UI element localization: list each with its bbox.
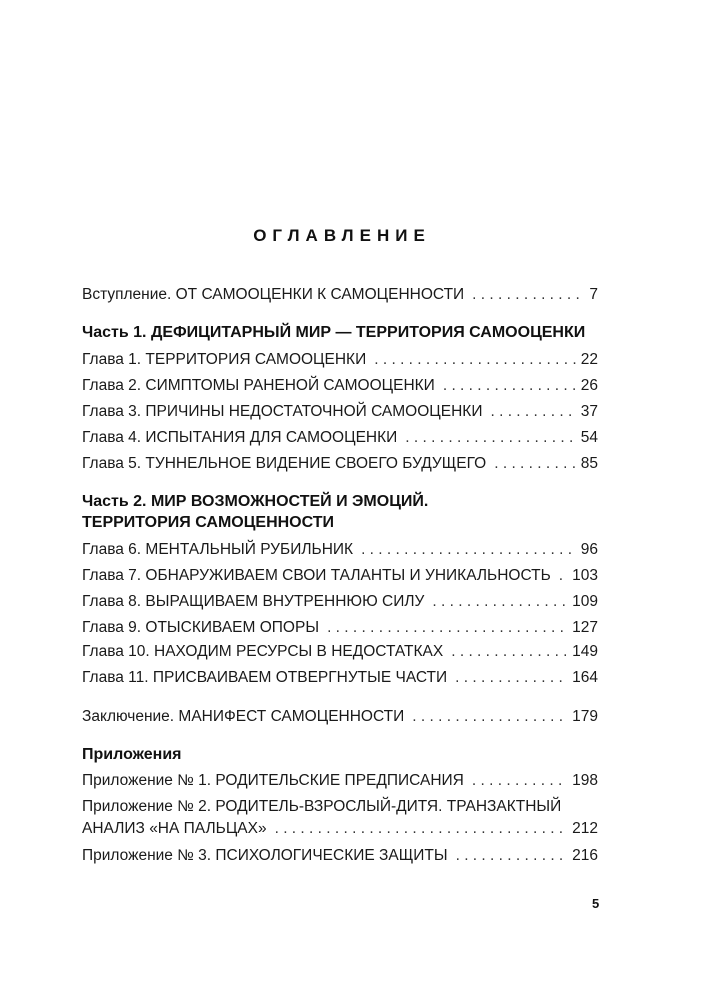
dot-leader	[405, 428, 576, 448]
entry-page: 7	[589, 286, 598, 303]
entry-label: Приложение № 3. ПСИХОЛОГИЧЕСКИЕ ЗАЩИТЫ	[82, 847, 448, 864]
toc-entry-intro[interactable]	[82, 285, 598, 305]
entry-page: 149	[572, 643, 598, 660]
toc-entry-chapter-10[interactable]	[82, 642, 598, 662]
part-1-heading: Часть 1. ДЕФИЦИТАРНЫЙ МИР — ТЕРРИТОРИЯ САМООЦЕНКИ	[82, 324, 586, 341]
dot-leader	[432, 592, 568, 612]
entry-label: Приложение № 1. РОДИТЕЛЬСКИЕ ПРЕДПИСАНИЯ	[82, 772, 464, 789]
toc-entry-appendix-2[interactable]	[82, 819, 598, 839]
dot-leader	[361, 540, 577, 560]
dot-leader	[456, 846, 569, 866]
dot-leader	[490, 402, 576, 422]
appendix-2-label-line-1: Приложение № 2. РОДИТЕЛЬ-ВЗРОСЛЫЙ-ДИТЯ. ТРАНЗАКТНЫЙ	[82, 798, 562, 815]
toc-entry-chapter-1[interactable]	[82, 350, 598, 370]
entry-page: 103	[572, 567, 598, 584]
entry-page: 26	[580, 377, 598, 394]
entry-label: Глава 7. ОБНАРУЖИВАЕМ СВОИ ТАЛАНТЫ И УНИКАЛЬНОСТЬ	[82, 567, 551, 584]
entry-page: 96	[580, 541, 598, 558]
dot-leader	[455, 668, 568, 688]
entry-page: 109	[572, 593, 598, 610]
dot-leader	[374, 350, 577, 370]
toc-entry-chapter-8[interactable]	[82, 592, 598, 612]
entry-page: 22	[580, 351, 598, 368]
toc-entry-chapter-6[interactable]	[82, 540, 598, 560]
dot-leader	[472, 771, 568, 791]
entry-page: 212	[572, 820, 598, 837]
appendices-heading: Приложения	[82, 746, 182, 763]
entry-page: 85	[580, 455, 598, 472]
dot-leader	[451, 642, 568, 662]
entry-label: Глава 2. СИМПТОМЫ РАНЕНОЙ САМООЦЕНКИ	[82, 377, 435, 394]
entry-page: 127	[572, 619, 598, 636]
dot-leader	[327, 618, 568, 638]
toc-entry-chapter-3[interactable]	[82, 402, 598, 422]
dot-leader	[472, 285, 585, 305]
entry-page: 198	[572, 772, 598, 789]
toc-entry-chapter-2[interactable]	[82, 376, 598, 396]
entry-label: Глава 4. ИСПЫТАНИЯ ДЛЯ САМООЦЕНКИ	[82, 429, 398, 446]
dot-leader	[559, 566, 568, 586]
toc-entry-chapter-4[interactable]	[82, 428, 598, 448]
entry-label: Глава 3. ПРИЧИНЫ НЕДОСТАТОЧНОЙ САМООЦЕНКИ	[82, 403, 483, 420]
entry-label: Глава 8. ВЫРАЩИВАЕМ ВНУТРЕННЮЮ СИЛУ	[82, 593, 425, 610]
entry-label: Глава 10. НАХОДИМ РЕСУРСЫ В НЕДОСТАТКАХ	[82, 643, 444, 660]
entry-page: 37	[580, 403, 598, 420]
toc-entry-chapter-7[interactable]	[82, 566, 598, 586]
entry-label: Глава 5. ТУННЕЛЬНОЕ ВИДЕНИЕ СВОЕГО БУДУЩЕГО	[82, 455, 487, 472]
dot-leader	[275, 819, 569, 839]
dot-leader	[443, 376, 577, 396]
toc-entry-chapter-9[interactable]	[82, 618, 598, 638]
entry-label: Заключение. МАНИФЕСТ САМОЦЕННОСТИ	[82, 708, 405, 725]
part-2-heading-line-1: Часть 2. МИР ВОЗМОЖНОСТЕЙ И ЭМОЦИЙ.	[82, 493, 429, 510]
toc-entry-conclusion[interactable]	[82, 707, 598, 727]
dot-leader	[494, 454, 577, 474]
entry-label: Глава 9. ОТЫСКИВАЕМ ОПОРЫ	[82, 619, 320, 636]
part-2-heading-line-2: ТЕРРИТОРИЯ САМОЦЕННОСТИ	[82, 514, 335, 531]
toc-entry-appendix-3[interactable]	[82, 846, 598, 866]
toc-entry-chapter-5[interactable]	[82, 454, 598, 474]
dot-leader	[412, 707, 568, 727]
entry-label: Глава 1. ТЕРРИТОРИЯ САМООЦЕНКИ	[82, 351, 367, 368]
entry-label: АНАЛИЗ «НА ПАЛЬЦАХ»	[82, 820, 267, 837]
entry-label: Глава 6. МЕНТАЛЬНЫЙ РУБИЛЬНИК	[82, 541, 354, 558]
entry-page: 54	[580, 429, 598, 446]
toc-entry-appendix-1[interactable]	[82, 771, 598, 791]
entry-page: 216	[572, 847, 598, 864]
toc-title: ОГЛАВЛЕНИЕ	[253, 226, 431, 245]
page-number: 5	[592, 896, 600, 911]
entry-page: 179	[572, 708, 598, 725]
entry-label: Вступление. ОТ САМООЦЕНКИ К САМОЦЕННОСТИ	[82, 286, 465, 303]
entry-label: Глава 11. ПРИСВАИВАЕМ ОТВЕРГНУТЫЕ ЧАСТИ	[82, 669, 448, 686]
entry-page: 164	[572, 669, 598, 686]
toc-entry-chapter-11[interactable]	[82, 668, 598, 688]
